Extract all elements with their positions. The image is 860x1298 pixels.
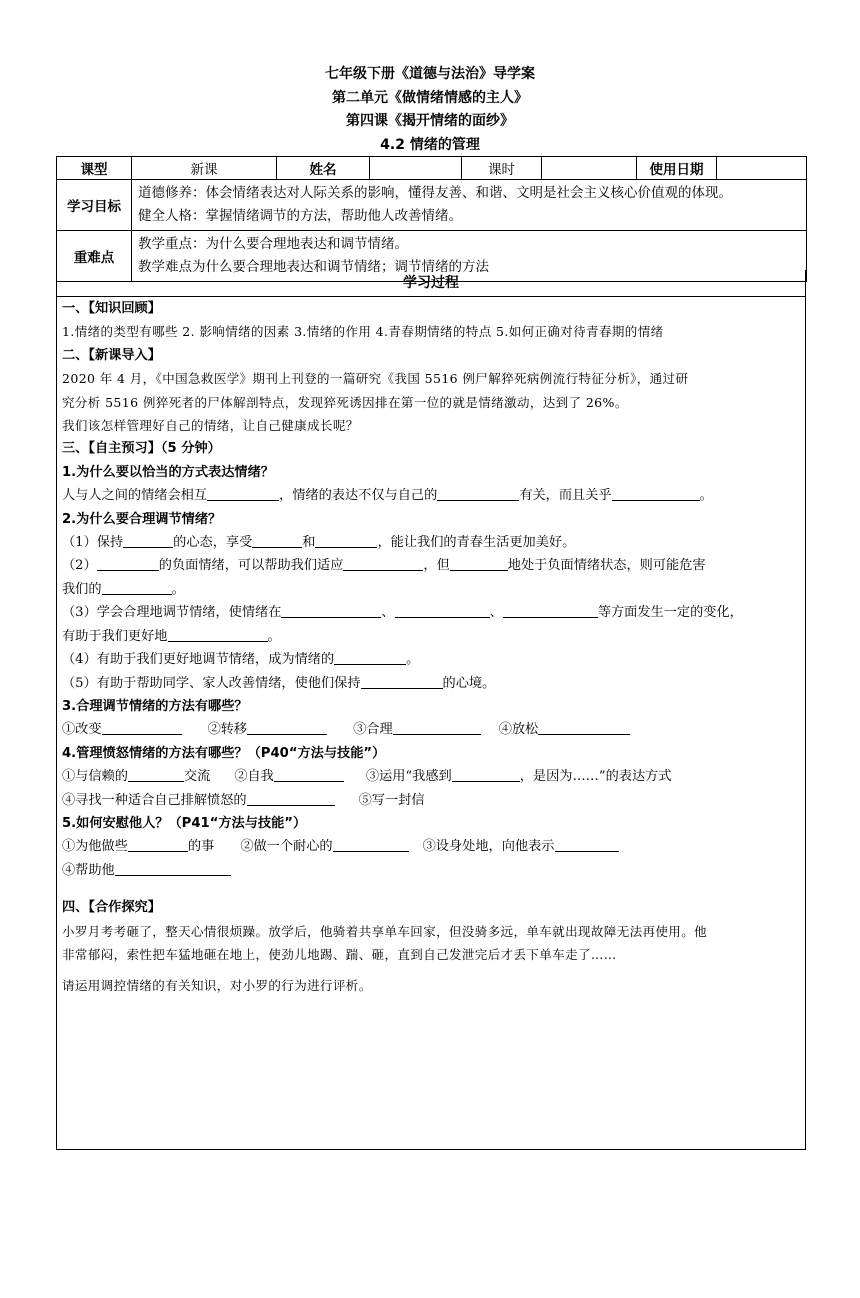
blank-field[interactable]	[168, 627, 268, 642]
blank-field[interactable]	[128, 837, 188, 852]
title-section: 4.2 情绪的管理	[380, 136, 480, 153]
title-lesson: 第四课《揭开情绪的面纱》	[346, 113, 514, 129]
intro-line-2: 究分析 5516 例猝死者的尸体解剖特点，发现猝死诱因排在第一位的就是情绪激动，达到了 26%。	[62, 394, 628, 410]
intro-line-1: 2020 年 4 月，《中国急救医学》期刊上刊登的一篇研究《我国 5516 例尸解猝死病例流行特征分析》，通过研	[62, 371, 689, 387]
blank-field[interactable]	[333, 837, 409, 852]
blank-field[interactable]	[247, 791, 335, 806]
course-type-value: 新课	[132, 157, 277, 180]
blank-field[interactable]	[123, 533, 173, 548]
title-block	[0, 63, 860, 157]
blank-field[interactable]	[612, 486, 700, 501]
blank-field[interactable]	[102, 720, 182, 735]
blank-field[interactable]	[450, 556, 508, 571]
q2-answer-5: （5）有助于帮助同学、家人改善情绪，使他们保持 的心境。	[62, 675, 496, 691]
blank-field[interactable]	[252, 533, 302, 548]
q3-title: 3.合理调节情绪的方法有哪些？	[62, 698, 248, 714]
goal-moral: 道德修养：体会情绪表达对人际关系的影响，懂得友善、和谐、文明是社会主义核心价值观的体现。	[138, 185, 732, 201]
blank-field[interactable]	[393, 720, 481, 735]
q2-answer-2-cont: 我们的 。	[62, 581, 185, 597]
blank-field[interactable]	[437, 486, 519, 501]
q2-answer-4: （4）有助于我们更好地调节情绪，成为情绪的 。	[62, 652, 420, 668]
coop-heading: 四、【合作探究】	[62, 900, 161, 916]
q2-title: 2.为什么要合理调节情绪？	[62, 511, 222, 527]
goals-content	[132, 180, 807, 231]
course-type-label: 课型	[57, 157, 132, 180]
date-field[interactable]	[717, 157, 807, 180]
blank-field[interactable]	[247, 720, 327, 735]
review-text: 1.情绪的类型有哪些 2. 影响情绪的因素 3.情绪的作用 4.青春期情绪的特点 5.如何正确对待青春期的情绪	[62, 324, 664, 340]
difficult-point: 教学难点为什么要合理地表达和调节情绪；调节情绪的方法	[138, 259, 489, 275]
blank-field[interactable]	[334, 650, 406, 665]
blank-field[interactable]	[343, 556, 423, 571]
q1-title: 1.为什么要以恰当的方式表达情绪？	[62, 464, 274, 480]
goals-label: 学习目标	[57, 180, 132, 231]
q2-answer-3: （3）学会合理地调节情绪，使情绪在 、 、 等方面发生一定的变化，	[62, 605, 743, 621]
student-name-field[interactable]	[370, 157, 462, 180]
coop-case-line-1: 小罗月考考砸了，整天心情很烦躁。放学后，他骑着共享单车回家，但没骑多远，单车就出现故障无法再使用。他	[62, 923, 708, 939]
q1-answer: 人与人之间的情绪会相互 ，情绪的表达不仅与自己的 有关，而且关乎 。	[62, 488, 713, 504]
q5-title: 5.如何安慰他人？（P41“方法与技能”）	[62, 815, 307, 831]
key-point: 教学重点：为什么要合理地表达和调节情绪。	[138, 236, 408, 252]
q2-answer-1: （1）保持 的心态，享受 和 ，能让我们的青春生活更加美好。	[62, 535, 576, 551]
preview-heading: 三、【自主预习】（5 分钟）	[62, 441, 221, 457]
coop-task: 请运用调控情绪的有关知识，对小罗的行为进行评析。	[62, 978, 372, 994]
process-title: 学习过程	[57, 270, 805, 297]
q2-answer-2: （2） 的负面情绪，可以帮助我们适应 ，但 地处于负面情绪状态，则可能危害	[62, 558, 706, 574]
blank-field[interactable]	[207, 486, 279, 501]
blank-field[interactable]	[102, 580, 172, 595]
blank-field[interactable]	[274, 767, 344, 782]
answer-area[interactable]	[62, 998, 800, 1298]
blank-field[interactable]	[281, 603, 381, 618]
q4-title: 4.管理愤怒情绪的方法有哪些？（P40“方法与技能”）	[62, 745, 386, 761]
blank-field[interactable]	[315, 533, 377, 548]
q4-answer-1: ①与信赖的 交流 ②自我 ③运用“我感到 ，是因为……”的表达方式	[62, 769, 672, 785]
blank-field[interactable]	[115, 861, 231, 876]
title-unit: 第二单元《做情绪情感的主人》	[332, 89, 528, 106]
intro-heading: 二、【新课导入】	[62, 347, 161, 363]
process-content	[57, 297, 805, 1298]
blank-field[interactable]	[395, 603, 490, 618]
q3-answer: ①改变 ②转移 ③合理 ④放松	[62, 718, 800, 741]
learning-process-section	[56, 270, 806, 1150]
blank-field[interactable]	[97, 556, 159, 571]
student-name-label: 姓名	[277, 157, 370, 180]
blank-field[interactable]	[452, 767, 520, 782]
blank-field[interactable]	[128, 767, 184, 782]
blank-field[interactable]	[361, 674, 443, 689]
q5-answer-2: ④帮助他	[62, 859, 800, 882]
goal-personality: 健全人格：掌握情绪调节的方法，帮助他人改善情绪。	[138, 208, 462, 224]
blank-field[interactable]	[503, 603, 598, 618]
blank-field[interactable]	[555, 837, 619, 852]
intro-line-3: 我们该怎样管理好自己的情绪，让自己健康成长呢？	[62, 418, 359, 434]
info-table	[56, 156, 807, 282]
period-field[interactable]	[542, 157, 637, 180]
title-course: 七年级下册《道德与法治》导学案	[325, 66, 535, 82]
period-label: 课时	[462, 157, 542, 180]
review-heading: 一、【知识回顾】	[62, 301, 161, 316]
blank-field[interactable]	[538, 720, 630, 735]
key-points-label: 重难点	[57, 231, 132, 282]
date-label: 使用日期	[637, 157, 717, 180]
q5-answer-1: ①为他做些 的事 ②做一个耐心的 ③设身处地，向他表示	[62, 835, 800, 858]
q4-answer-2: ④寻找一种适合自己排解愤怒的 ⑤写一封信	[62, 792, 425, 808]
coop-case-line-2: 非常郁闷，索性把车猛地砸在地上，使劲儿地踢、踹、砸，直到自己发泄完后才丢下单车走了……	[62, 946, 617, 962]
q2-answer-3-cont: 有助于我们更好地 。	[62, 628, 281, 644]
